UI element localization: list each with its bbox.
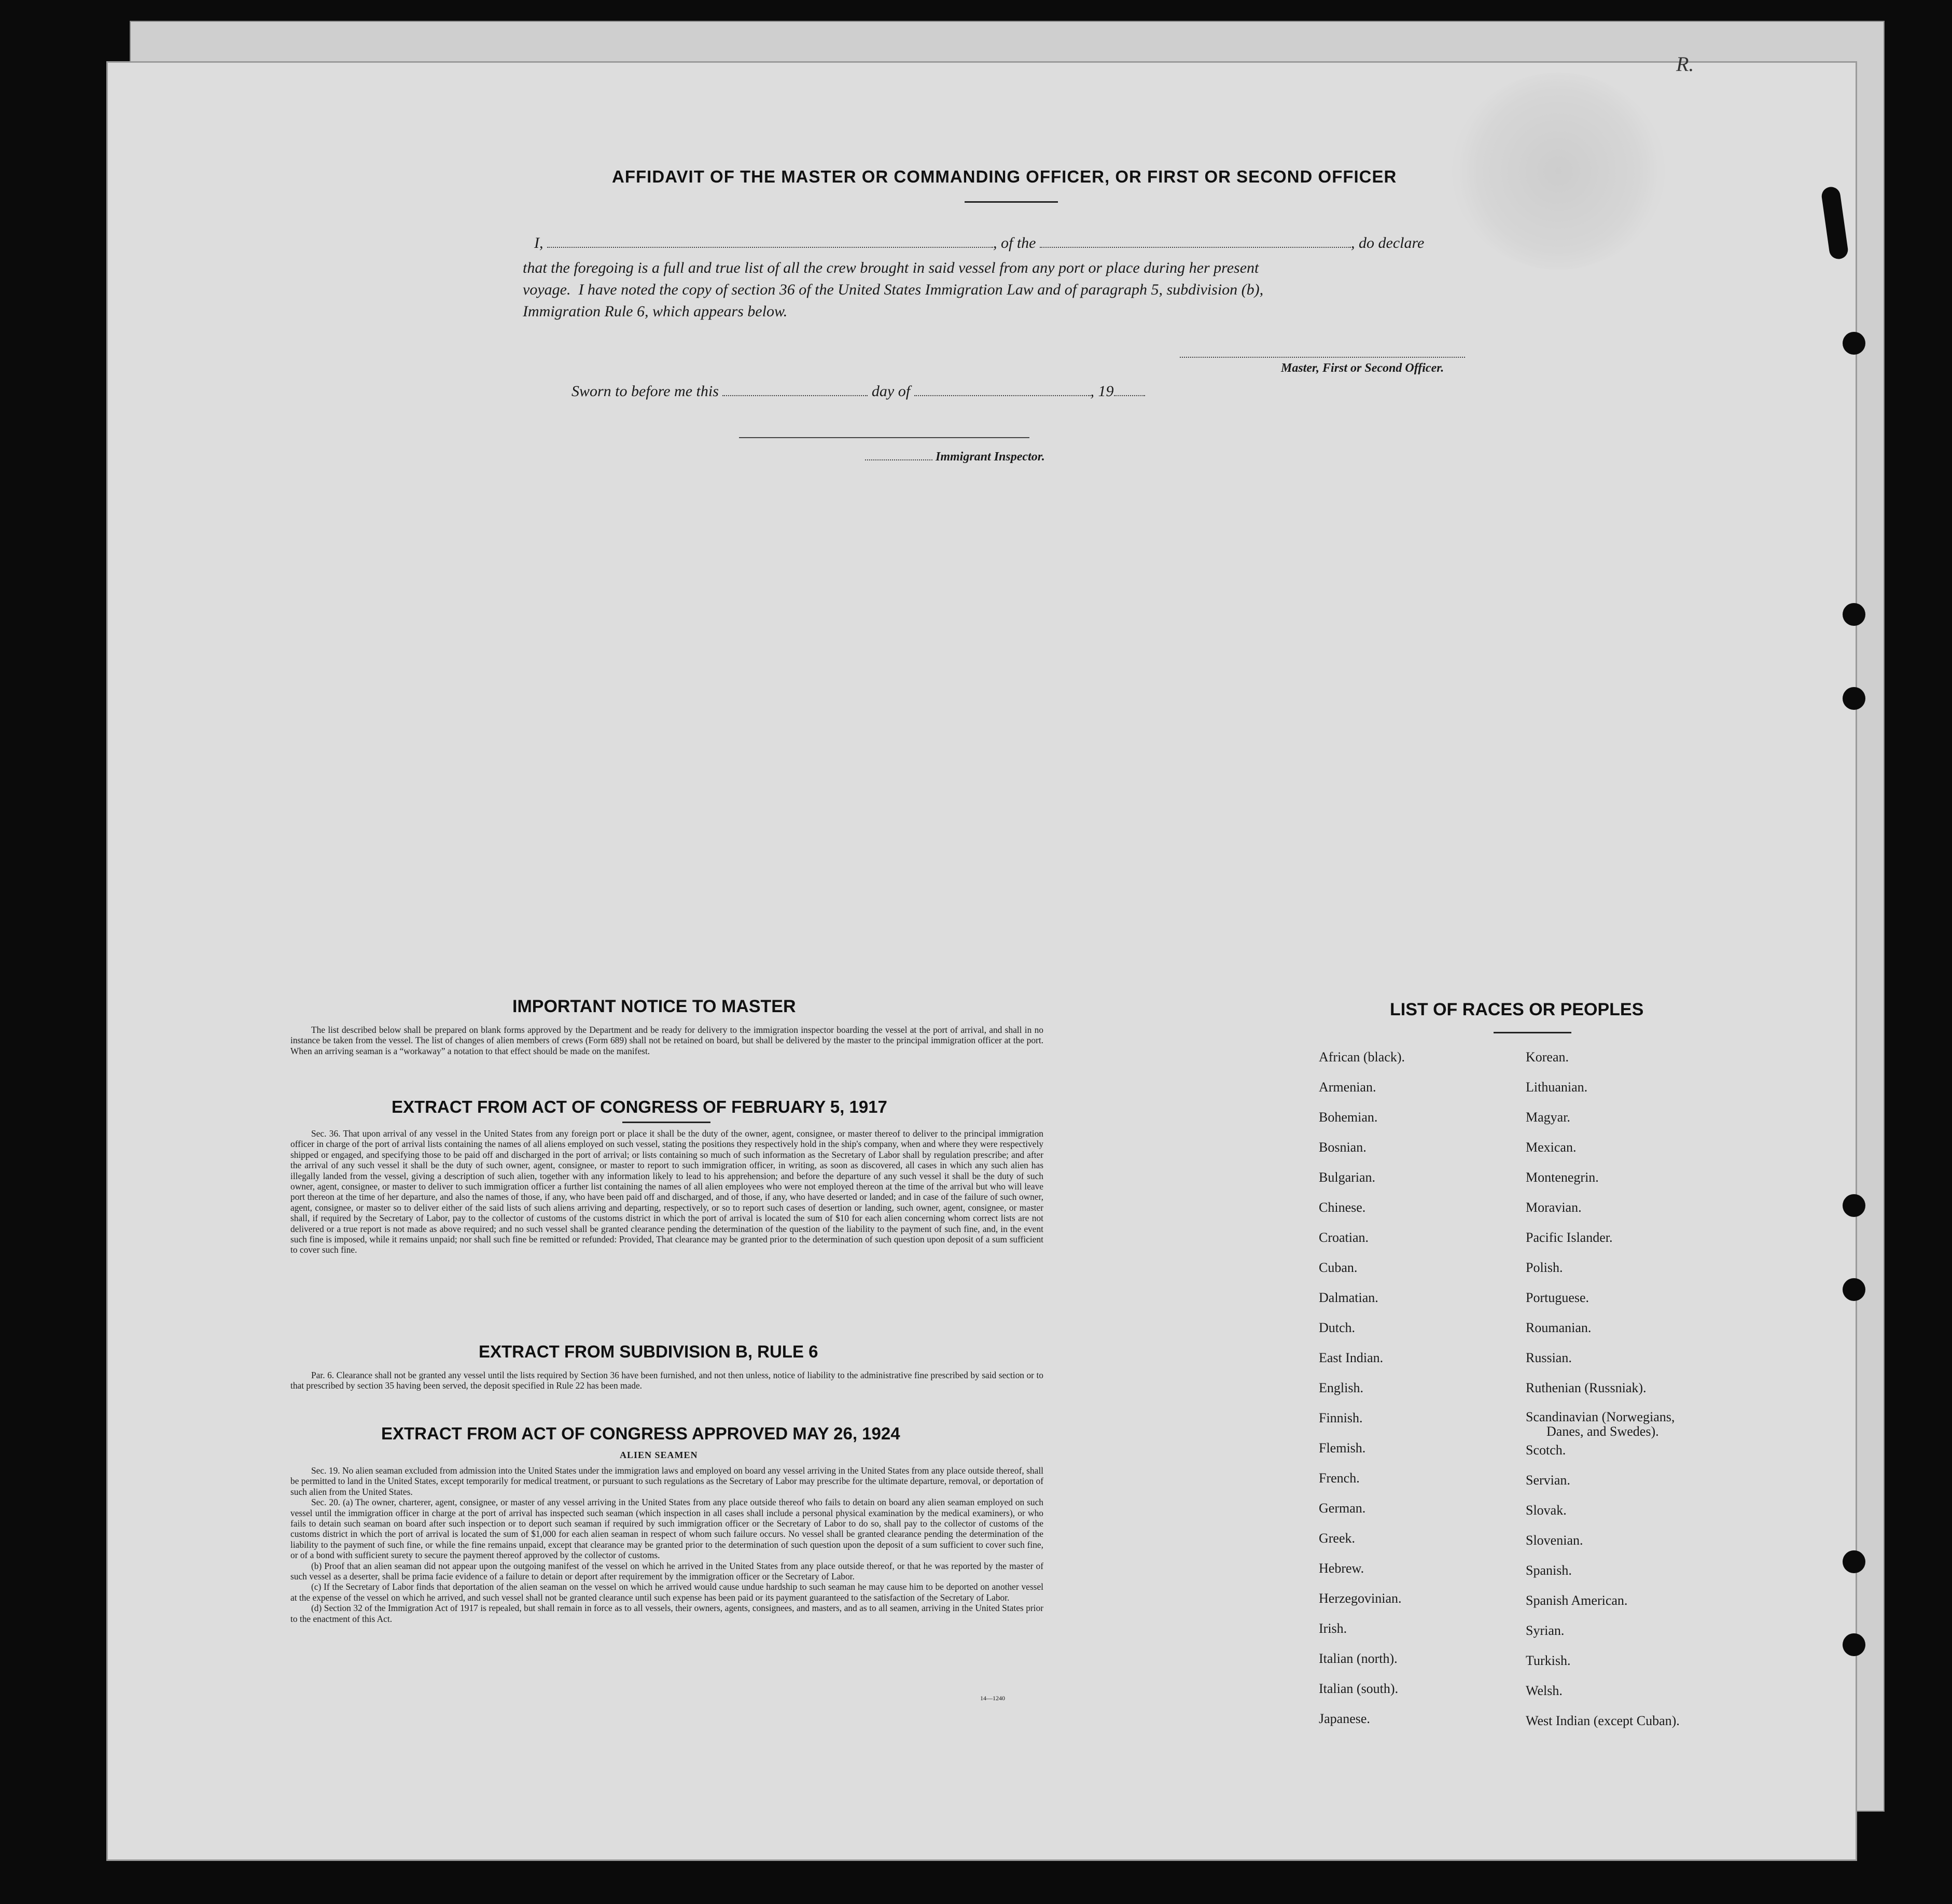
affidavit-title: AFFIDAVIT OF THE MASTER OR COMMANDING OFFICER, OR FIRST OR SECOND OFFICER	[612, 167, 1397, 186]
punch-hole	[1843, 332, 1865, 355]
race-item: Moravian.	[1526, 1200, 1582, 1215]
races-rule	[1494, 1032, 1571, 1033]
race-item: Welsh.	[1526, 1683, 1563, 1698]
inspector-signature-rule[interactable]	[739, 437, 1029, 438]
act-1924-title: EXTRACT FROM ACT OF CONGRESS APPROVED MAY 26, 1924	[381, 1424, 900, 1443]
punch-hole	[1843, 1633, 1865, 1656]
race-item: Dutch.	[1319, 1320, 1356, 1335]
race-item: Flemish.	[1319, 1440, 1366, 1455]
race-item: Polish.	[1526, 1260, 1563, 1275]
act-1924-body: Sec. 19. No alien seaman excluded from admission into the United States under the immigration laws and employed on board any vessel arriving in the United States from any place outside thereof, shall be permitted to land in the United States, except temporarily for medical treatment, or pursuant to such regulations as the Secretary of Labor may prescribe for the ultimate departure, removal, or deportation of such alien from the United States. Sec. 20. (a) The owner, charterer, agent, consignee, or master of any vessel arriving in the United States from any place outside thereof who fails to detain on board any alien seaman employed on such vessel until the immigration officer in charge at the port of arrival has inspected such seaman (which inspection in all cases shall include a personal physical examination by the medical examiners), or who fails to detain such seaman on board after such inspection or to deport such seaman if required by such immigration officer or the Secretary of Labor to do so, shall pay to the collector of customs of the customs district in which the port of arrival is located the sum of $1,000 for each alien seaman in respect of whom such failure occurs. No vessel shall be granted clearance pending the determination of the liability to the payment of such fine, or while the fine remains unpaid, except that clearance may be granted prior to the determination of such question upon the deposit of a sum sufficient to cover such fine, or of a bond with sufficient surety to secure the payment thereof approved by the collector of customs. (b) Proof that an alien seaman did not appear upon the outgoing manifest of the vessel on which he arrived in the United States from any place outside thereof, or that he was reported by the master of such vessel as a deserter, shall be prima facie evidence of a failure to detain or deport after requirement by the immigration officer or the Secretary of Labor. (c) If the Secretary of Labor finds that deportation of the alien seaman on the vessel on which he arrived would cause undue hardship to such seaman he may cause him to be deported on another vessel at the expense of the vessel on which he arrived, and such vessel shall not be granted clearance until such expense has been paid or its payment guaranteed to the satisfaction of the Secretary of Labor. (d) Section 32 of the Immigration Act of 1917 is repealed, but shall remain in force as to all vessels, their owners, agents, consignees, and masters, and as to all seamen, arriving in the United States prior to the enactment of this Act.	[290, 1465, 1043, 1624]
race-item: Croatian.	[1319, 1230, 1369, 1245]
affidavit-line-3: voyage. I have noted the copy of section 36 of the United States Immigration Law and of paragraph 5, subdivision (b),	[523, 281, 1264, 298]
race-item: Magyar.	[1526, 1110, 1570, 1125]
punch-hole	[1843, 687, 1865, 710]
race-item: Turkish.	[1526, 1653, 1571, 1668]
race-item: Hebrew.	[1319, 1561, 1364, 1576]
race-item: Armenian.	[1319, 1080, 1376, 1095]
alien-seamen-subtitle: ALIEN SEAMEN	[620, 1450, 698, 1460]
vessel-blank[interactable]	[1040, 247, 1351, 248]
race-item-continuation: Danes, and Swedes).	[1546, 1424, 1659, 1439]
race-item: Dalmatian.	[1319, 1290, 1378, 1305]
notice-body: The list described below shall be prepared on blank forms approved by the Department and be ready for delivery to the immigration inspector boarding the vessel at the port of arrival, and shall in no instance be taken from the vessel. The list of changes of alien members of crews (Form 689) shall not be retained on board, but shall be delivered by the master to the principal immigration officer at the port. When an arriving seaman is a “workaway” a notation to that effect should be made on the manifest.	[290, 1025, 1043, 1056]
race-item: English.	[1319, 1380, 1363, 1395]
notice-title: IMPORTANT NOTICE TO MASTER	[512, 997, 796, 1016]
affidavit-line-1: I, , of the , do declare	[534, 234, 1425, 251]
races-title: LIST OF RACES OR PEOPLES	[1390, 1000, 1644, 1019]
race-item: Cuban.	[1319, 1260, 1358, 1275]
title-rule	[965, 201, 1058, 203]
race-item: Korean.	[1526, 1049, 1569, 1065]
race-item: Syrian.	[1526, 1623, 1565, 1638]
race-item: Greek.	[1319, 1531, 1356, 1546]
act-1917-body: Sec. 36. That upon arrival of any vessel in the United States from any foreign port or place it shall be the duty of the owner, agent, consignee, or master thereof to deliver to the principal immigration officer in charge of the port of arrival lists containing the names of all aliens employed on such vessel, stating the positions they respectively hold in the ship's company, when and where they were respectively shipped or engaged, and specifying those to be paid off and discharged in the port of arrival; or lists containing so much of such information as the Secretary of Labor shall by regulation prescribe; and after the arrival of any such vessel it shall be the duty of such owner, agent, consignee, or master to report to such immigration officer, in writing, as soon as discovered, all cases in which any such alien has illegally landed from the vessel, giving a description of such alien, together with any information likely to lead to his apprehension; and before the departure of any such vessel it shall be the duty of such owner, agent, consignee, or master to deliver to such immigration officer a further list containing the names of all alien employees who were not employed thereon at the time of the arrival but who will leave port thereon at the time of her departure, and also the names of those, if any, who have been paid off and discharged, and of those, if any, who have deserted or landed; and in case of the failure of such owner, agent, consignee, or master so to deliver either of the said lists of such aliens arriving and departing, respectively, or so to report such cases of desertion or landing, such owner, agent, consignee, or master shall, if required by the Secretary of Labor, pay to the collector of customs of the customs district in which the port of arrival is located the sum of $10 for each alien concerning whom correct lists are not delivered or a true report is not made as above required; and no such vessel shall be granted clearance pending the determination of the question of the liability to the payment of such fine, and, in the event such fine is imposed, while it remains unpaid; nor shall such fine be remitted or refunded: Provided, That clearance may be granted prior to the determination of such question upon deposit of a sum sufficient to cover such fine.	[290, 1128, 1043, 1255]
punch-hole	[1843, 603, 1865, 626]
race-item: French.	[1319, 1471, 1360, 1486]
race-item: West Indian (except Cuban).	[1526, 1713, 1680, 1728]
race-item: Spanish.	[1526, 1563, 1572, 1578]
rule-6-title: EXTRACT FROM SUBDIVISION B, RULE 6	[479, 1342, 818, 1361]
sworn-year-blank[interactable]	[1114, 395, 1145, 396]
race-item: Russian.	[1526, 1350, 1572, 1365]
race-item: Slovak.	[1526, 1503, 1567, 1518]
race-item: Portuguese.	[1526, 1290, 1590, 1305]
section-rule	[622, 1122, 710, 1123]
race-item: Irish.	[1319, 1621, 1347, 1636]
rule-6-body: Par. 6. Clearance shall not be granted any vessel until the lists required by Section 36 have been furnished, and not then unless, notice of liability to the administrative fine prescribed by said section or to that prescribed by section 35 having been served, the deposit specified in Rule 22 has been made.	[290, 1370, 1043, 1391]
race-item: Montenegrin.	[1526, 1170, 1599, 1185]
race-item: East Indian.	[1319, 1350, 1384, 1365]
race-item: Herzegovinian.	[1319, 1591, 1402, 1606]
race-item: Scandinavian (Norwegians,	[1526, 1409, 1675, 1424]
sworn-month-blank[interactable]	[914, 395, 1091, 396]
embossed-seal	[1452, 73, 1665, 270]
sworn-line: Sworn to before me this day of , 19	[571, 383, 1145, 400]
race-item: Spanish American.	[1526, 1593, 1628, 1608]
race-item: Lithuanian.	[1526, 1080, 1588, 1095]
race-item: German.	[1319, 1501, 1366, 1516]
race-item: Roumanian.	[1526, 1320, 1592, 1335]
race-item: Italian (north).	[1319, 1651, 1398, 1666]
punch-hole	[1843, 1194, 1865, 1217]
affidavit-line-4: Immigration Rule 6, which appears below.	[523, 303, 788, 320]
master-signature-line[interactable]	[1180, 357, 1465, 358]
punch-hole	[1843, 1278, 1865, 1301]
race-item: Bohemian.	[1319, 1110, 1378, 1125]
race-item: Finnish.	[1319, 1410, 1363, 1425]
race-item: African (black).	[1319, 1049, 1405, 1065]
inspector-label: Immigrant Inspector.	[865, 450, 1045, 464]
handwritten-mark: R.	[1676, 52, 1694, 76]
race-item: Slovenian.	[1526, 1533, 1583, 1548]
affidavit-line-2: that the foregoing is a full and true list of all the crew brought in said vessel from any port or place during her present	[523, 259, 1259, 276]
form-number: 14—1240	[980, 1695, 1005, 1702]
race-item: Italian (south).	[1319, 1681, 1399, 1696]
race-item: Pacific Islander.	[1526, 1230, 1613, 1245]
name-blank[interactable]	[547, 247, 993, 248]
master-signature-label: Master, First or Second Officer.	[1281, 361, 1444, 375]
race-item: Mexican.	[1526, 1140, 1577, 1155]
race-item: Bosnian.	[1319, 1140, 1367, 1155]
act-1917-title: EXTRACT FROM ACT OF CONGRESS OF FEBRUARY 5, 1917	[392, 1097, 887, 1116]
punch-hole	[1843, 1550, 1865, 1573]
race-item: Ruthenian (Russniak).	[1526, 1380, 1647, 1395]
race-item: Scotch.	[1526, 1443, 1566, 1458]
race-item: Servian.	[1526, 1473, 1570, 1488]
sworn-day-blank[interactable]	[722, 395, 868, 396]
race-item: Chinese.	[1319, 1200, 1366, 1215]
race-item: Japanese.	[1319, 1711, 1370, 1726]
race-item: Bulgarian.	[1319, 1170, 1376, 1185]
